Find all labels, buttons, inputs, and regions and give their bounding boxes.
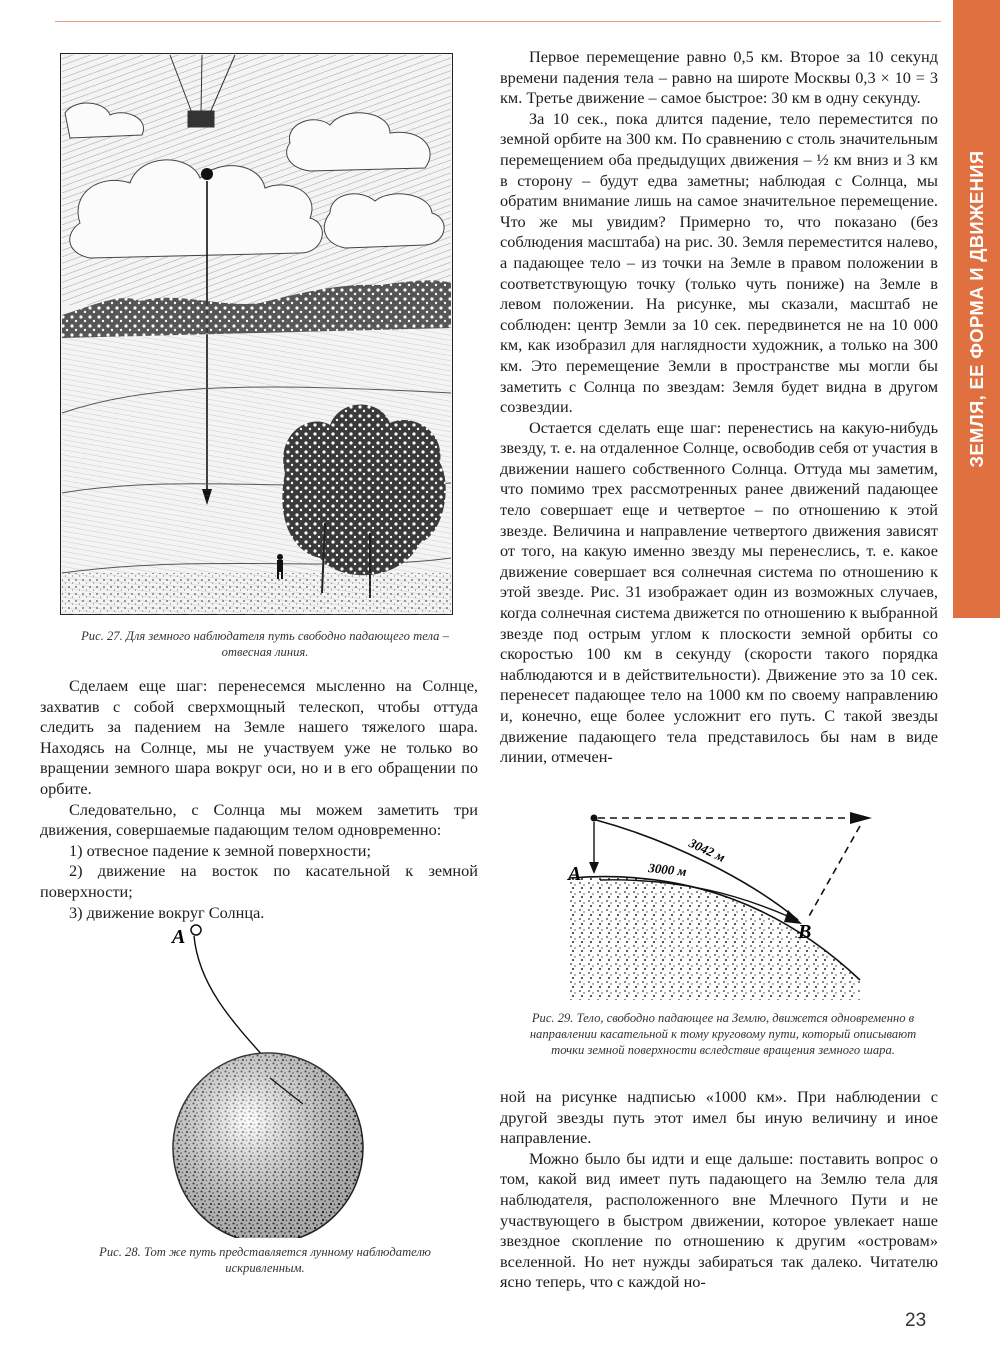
right-paragraph-5: Можно было бы идти и еще дальше: поставить вопрос о том, какой вид имеет путь падающего на Землю тела для наблюдателя, расположенного вне Млечного Пути и не участвующего в быстром движении, которое увлекает наше звездное скопление по отношению к другим «островам» вселенной. Но нет нужды забираться так далеко. Читателю ясно теперь, что с каждой но- [500,1148,938,1292]
right-paragraph-2: За 10 сек., пока длится падение, тело переместится по земной орбите на 300 км. По сравнению с столь значительным перемещением оба предыдущих движения – ½ км вниз и 3 км в сторону – будут едва заметны; наблюдая с Солнца, мы обратим внимание лишь на самое значительное перемещение. Что же мы увидим? Примерно то, что показано (без соблюдения масштаба) на рис. 30. Земля переместится налево, а падающее тело – из точки на Земле в правом положении в соответствующую точку (только чуть пониже) на Земле в левом положении. На рисунке, мы сказали, масштаб не соблюден: центр Земли за 10 сек. передвинется не на 10 000 км, как изобразил для наглядности художник, а только на 300 км. Это перемещение Земли в пространстве мы могли бы заметить с Солнца по звездам: Земля будет видна в другом созвездии. [500,108,938,417]
right-column-continued [500,1087,938,1293]
figure-29-distance-3000: 3000 м [647,860,688,879]
section-tab-label: ЗЕМЛЯ, ЕЕ ФОРМА И ДВИЖЕНИЯ [965,150,987,468]
figure-27 [60,53,453,615]
right-paragraph-3: Остается сделать еще шаг: перенестись на какую-нибудь звезду, т. е. на отдаленное Солнце, освободив себя от участия в движении нашего собственного Солнца. Оттуда мы заметим, что помимо трех рассмотренных ранее движений падающее тело совершает еще и четвертое – по отношению к этой звезде. Величина и направление четвертого движения зависят от того, на какую именно звезду мы перенеслись, т. е. какое движение совершает вся солнечная система по отношению к этой звезде. Рис. 31 изображает один из возможных случаев, когда солнечная система движется по отношению к выбранной звезде под острым углом к плоскости земной орбиты со скоростью 100 км в секунду (скорости такого порядка наблюдаются и в действительности). Движение это за 10 сек. перенесет падающее тело на 1000 км по своему направлению и, конечно, еще более усложнит его путь. С такой звезды движение падающего тела представилось бы нам в виде линии, отмечен- [500,417,938,767]
figure-29-illustration [560,800,890,1000]
figure-29-caption: Рис. 29. Тело, свободно падающее на Землю, движется одновременно в направлении касательной к тому круговому пути, который описывают точки земной поверхности вследствие вращения земного шара. [529,1011,917,1057]
figure-28-caption: Рис. 28. Тот же путь представляется лунному наблюдателю искривленным. [99,1245,431,1275]
figure-28 [160,918,380,1238]
right-paragraph-1: Первое перемещение равно 0,5 км. Второе за 10 секунд времени падения тела – равно на широте Москвы 0,3 × 10 = 3 км. Третье движение – самое быстрое: 30 км в одну секунду. [500,47,938,108]
left-list-item-2: 2) движение на восток по касательной к земной поверхности; [40,861,478,901]
figure-29-label-b: В [798,921,812,943]
left-column [40,676,478,923]
figure-29 [560,800,890,1000]
left-list-item-1: 1) отвесное падение к земной поверхности; [69,840,372,860]
figure-27-illustration [60,53,453,615]
figure-28-label-a: А [172,926,186,948]
figure-27-caption: Рис. 27. Для земного наблюдателя путь свободно падающего тела – отвесная линия. [81,629,449,659]
header-rule [55,21,941,22]
figure-29-label-a: А [568,863,582,885]
left-list-item-3: 3) движение вокруг Солнца. [69,902,265,922]
left-paragraph-1: Сделаем еще шаг: перенесемся мысленно на Солнце, захватив с собой сверхмощный телескоп, чтобы оттуда следить за падением на Земле нашего тяжелого шара. Находясь на Солнце, мы не участвуем уже не только во вращении земного шара вокруг оси, но и в его обращении по орбите. [40,676,478,798]
right-paragraph-4: ной на рисунке надписью «1000 км». При наблюдении с другой звезды путь этот имел бы иную величину и иное направление. [500,1087,938,1148]
figure-29-distance-3042: 3042 м [686,835,728,865]
left-paragraph-2: Следовательно, с Солнца мы можем заметить три движения, совершаемые падающим телом одновременно: [40,799,478,840]
section-tab [953,0,1000,618]
figure-28-illustration [160,918,380,1238]
page-number: 23 [905,1310,927,1331]
right-column [500,47,938,768]
